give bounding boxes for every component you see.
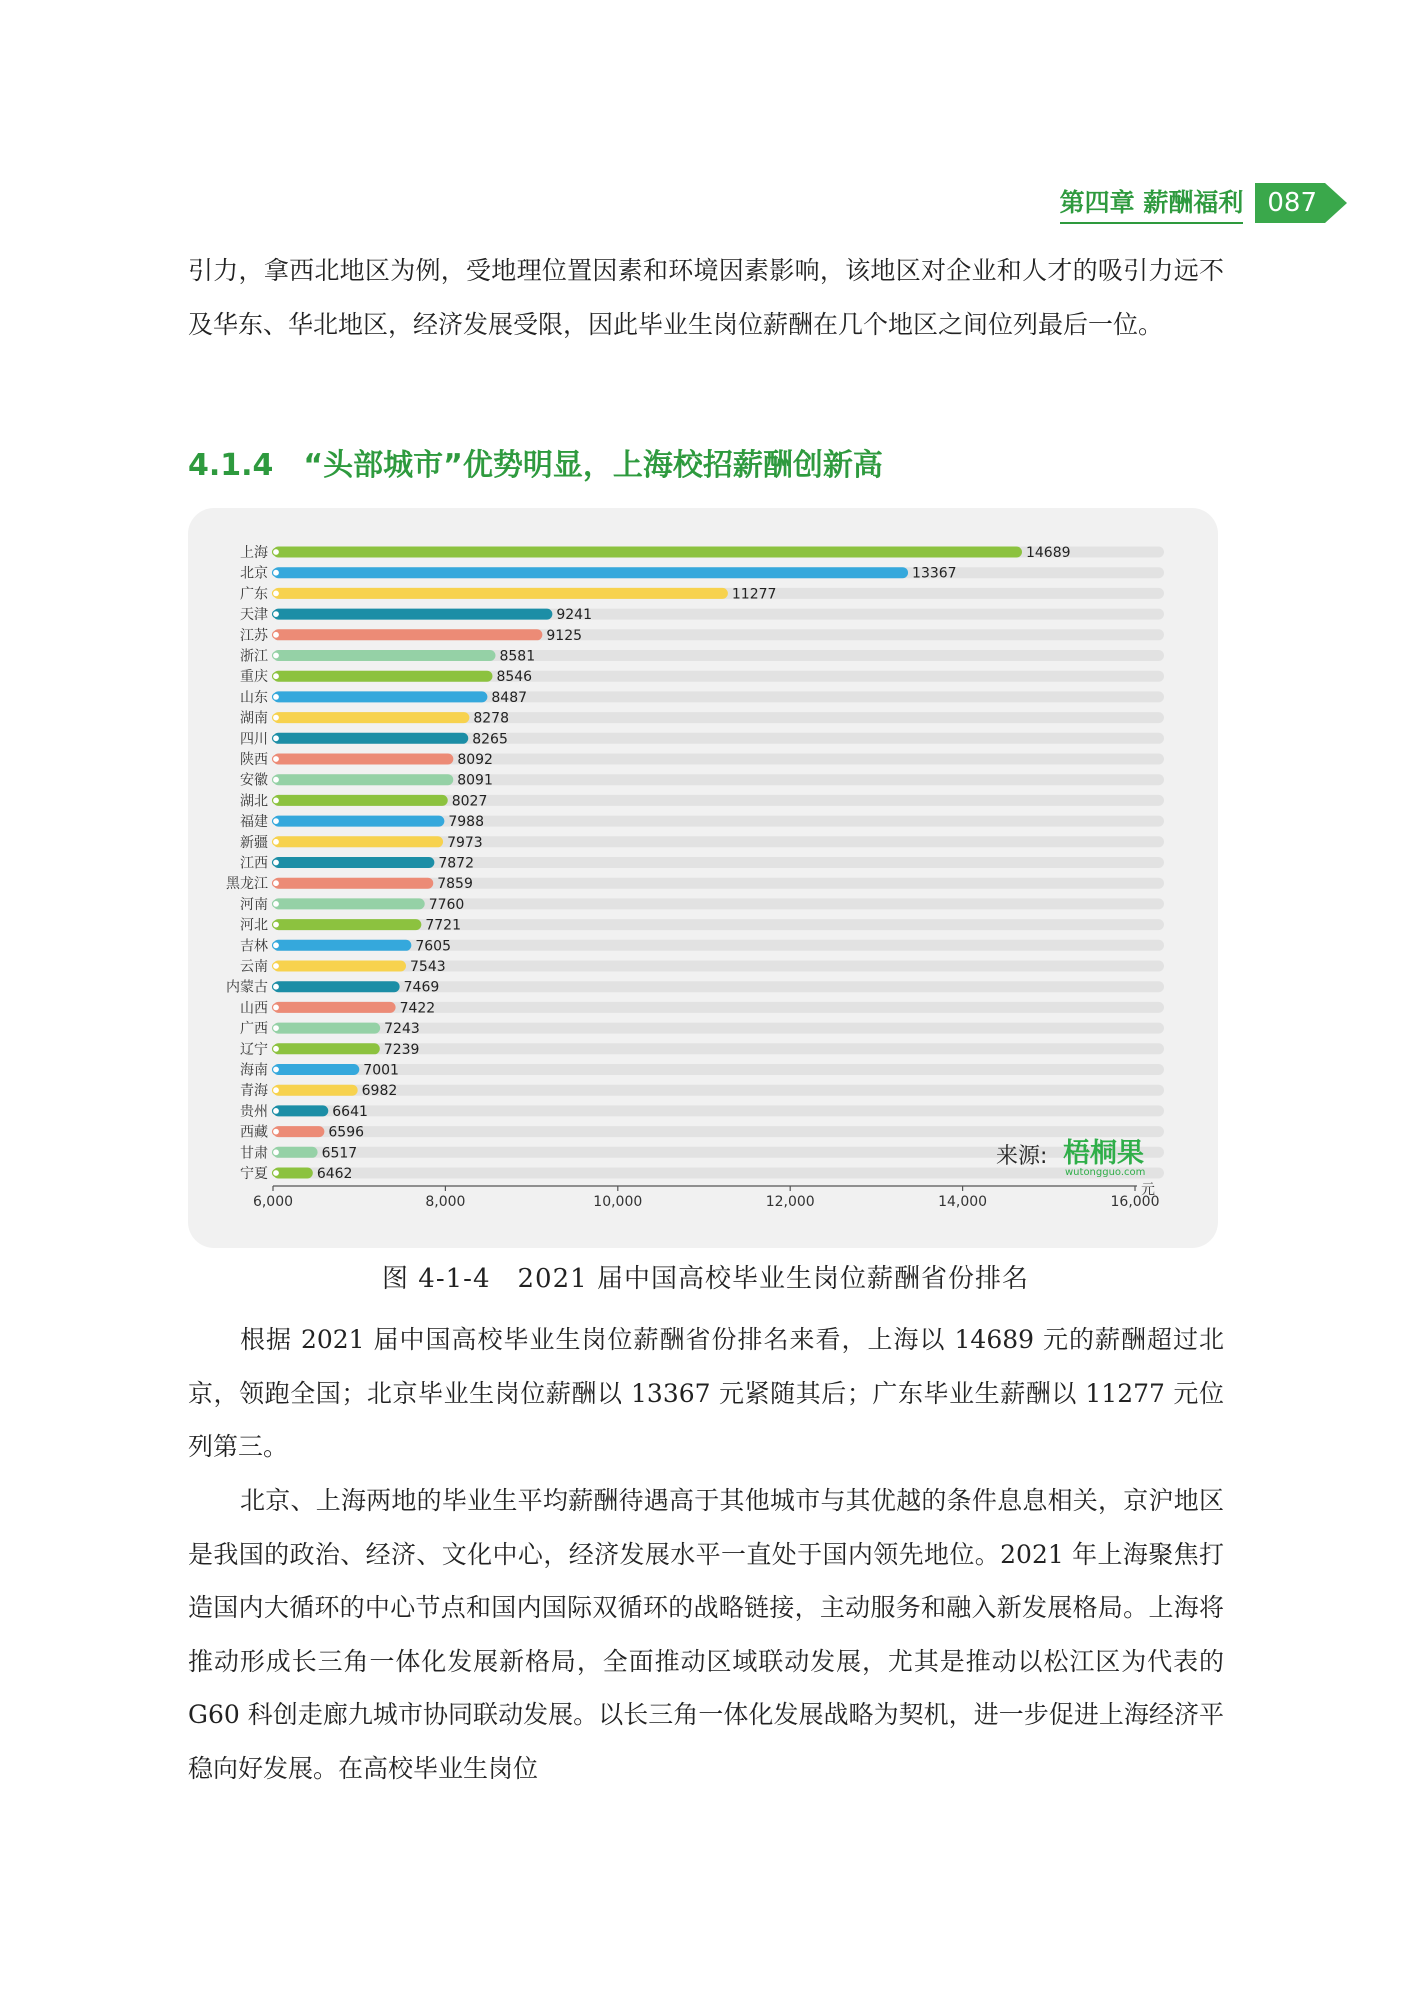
bar	[273, 1064, 359, 1075]
category-label: 福建	[240, 814, 268, 831]
x-tick-label: 12,000	[765, 1194, 815, 1210]
category-label: 吉林	[240, 938, 268, 955]
bar-start-dot	[273, 1004, 280, 1011]
category-label: 上海	[240, 545, 268, 561]
bar	[273, 981, 400, 992]
value-label: 7605	[415, 938, 451, 955]
x-tick-label: 6,000	[252, 1194, 294, 1210]
bar	[273, 816, 444, 827]
bar	[273, 857, 434, 868]
value-label: 8027	[451, 793, 488, 810]
value-label: 6517	[321, 1145, 358, 1162]
category-label: 山西	[240, 1000, 268, 1017]
salary-ranking-chart	[188, 508, 1218, 1248]
bar	[273, 898, 425, 909]
category-label: 陕西	[240, 752, 268, 768]
bar	[273, 1023, 380, 1034]
category-label: 江苏	[240, 627, 268, 644]
value-label: 7001	[363, 1062, 399, 1079]
value-label: 8091	[457, 772, 493, 789]
category-label: 河北	[240, 917, 268, 934]
bar-track	[273, 1085, 1164, 1096]
bar	[273, 1002, 396, 1013]
bar	[273, 774, 453, 785]
value-label: 8581	[499, 648, 536, 665]
bar	[273, 919, 421, 930]
category-label: 海南	[240, 1062, 268, 1079]
category-label: 宁夏	[240, 1166, 268, 1182]
value-label: 7973	[447, 834, 483, 851]
category-label: 山东	[240, 689, 268, 706]
category-label: 云南	[240, 959, 268, 975]
x-tick-label: 14,000	[938, 1194, 988, 1210]
bar-start-dot	[273, 693, 280, 700]
bar	[273, 836, 443, 847]
bar	[273, 1105, 328, 1116]
category-label: 内蒙古	[226, 979, 268, 996]
value-label: 13367	[912, 565, 957, 582]
bar-start-dot	[273, 756, 280, 763]
value-label: 9241	[556, 607, 593, 624]
category-label: 湖南	[240, 710, 268, 727]
bar	[273, 691, 487, 702]
bar-start-dot	[273, 983, 280, 990]
bar-track	[273, 961, 1164, 972]
bar	[273, 650, 495, 661]
bar	[273, 588, 728, 599]
x-unit-label: 元	[1141, 1182, 1155, 1198]
bar-start-dot	[273, 963, 280, 970]
category-label: 广东	[240, 586, 268, 603]
bar	[273, 795, 448, 806]
category-label: 湖北	[240, 793, 268, 810]
value-label: 14689	[1025, 545, 1071, 561]
x-tick-label: 10,000	[593, 1194, 643, 1210]
bar	[273, 547, 1022, 558]
bar-start-dot	[273, 1149, 280, 1156]
value-label: 8265	[472, 731, 508, 748]
category-label: 天津	[240, 607, 268, 624]
bar-track	[273, 1168, 1164, 1179]
bar	[273, 754, 453, 765]
x-tick-label: 16,000	[1110, 1194, 1160, 1210]
bar-start-dot	[273, 900, 280, 907]
bar-start-dot	[273, 1025, 280, 1032]
bar-start-dot	[273, 1087, 280, 1094]
body-paragraph-2: 北京、上海两地的毕业生平均薪酬待遇高于其他城市与其优越的条件息息相关，京沪地区是我国的政治、经济、文化中心，经济发展水平一直处于国内领先地位。2021 年上海聚焦打造国内大循环的中心节点和国内国际双循环的战略链接，主动服务和融入新发展格局。上海将推动形成长三角一体化发展新格局，全面推动区域联动发展，尤其是推动以松江区为代表的 G60 科创走廊九城市协同联动发展。以长三角一体化发展战略为契机，进一步促进上海经济平稳向好发展。在高校毕业生岗位	[188, 1486, 1224, 1783]
page-header	[1060, 183, 1325, 223]
bar-start-dot	[273, 1107, 280, 1114]
bar-start-dot	[273, 921, 280, 928]
bar-start-dot	[273, 569, 280, 576]
category-label: 黑龙江	[226, 876, 268, 893]
body-paragraph-1: 根据 2021 届中国高校毕业生岗位薪酬省份排名来看，上海以 14689 元的薪酬超过北京，领跑全国；北京毕业生岗位薪酬以 13367 元紧随其后；广东毕业生薪酬以 11277 元位列第三。	[188, 1325, 1224, 1461]
bar	[273, 961, 406, 972]
bar-start-dot	[273, 714, 280, 721]
category-label: 河南	[240, 896, 268, 913]
chapter-title: 第四章 薪酬福利	[1060, 183, 1244, 224]
bar-start-dot	[273, 776, 280, 783]
bar-start-dot	[273, 735, 280, 742]
category-label: 西藏	[240, 1124, 268, 1141]
value-label: 6462	[316, 1166, 353, 1182]
value-label: 7243	[384, 1021, 420, 1038]
bar	[273, 671, 492, 682]
bar	[273, 712, 469, 723]
category-label: 贵州	[240, 1103, 268, 1120]
value-label: 6982	[361, 1083, 398, 1100]
bar-start-dot	[273, 673, 280, 680]
bar	[273, 609, 552, 620]
category-label: 四川	[240, 731, 268, 748]
category-label: 浙江	[240, 648, 268, 665]
intro-paragraph: 引力，拿西北地区为例，受地理位置因素和环境因素影响，该地区对企业和人才的吸引力远不及华东、华北地区，经济发展受限，因此毕业生岗位薪酬在几个地区之间位列最后一位。	[188, 256, 1224, 339]
figure-caption: 图 4-1-4 2021 届中国高校毕业生岗位薪酬省份排名	[382, 1264, 1029, 1294]
value-label: 7760	[428, 896, 465, 913]
source-prefix: 来源:	[996, 1144, 1048, 1169]
value-label: 7721	[425, 917, 461, 934]
value-label: 8546	[496, 669, 533, 686]
category-label: 重庆	[240, 669, 268, 686]
category-label: 甘肃	[240, 1145, 268, 1162]
bar	[273, 629, 542, 640]
bar-start-dot	[273, 631, 280, 638]
value-label: 7469	[403, 979, 440, 996]
bar-track	[273, 1064, 1164, 1075]
bar	[273, 940, 411, 951]
bar-start-dot	[273, 797, 280, 804]
chart-svg	[188, 508, 1218, 1248]
value-label: 7859	[437, 876, 473, 893]
category-label: 青海	[240, 1083, 268, 1100]
bar	[273, 878, 433, 889]
bar-start-dot	[273, 838, 280, 845]
bar-start-dot	[273, 818, 280, 825]
value-label: 8092	[457, 752, 493, 768]
bar-track	[273, 1126, 1164, 1137]
bar-start-dot	[273, 1066, 280, 1073]
category-label: 北京	[240, 565, 268, 582]
bar-start-dot	[273, 549, 280, 556]
bar-start-dot	[273, 1170, 280, 1177]
source-logo-url: wutongguo.com	[1065, 1167, 1146, 1178]
value-label: 7422	[399, 1000, 436, 1017]
category-label: 广西	[240, 1021, 268, 1038]
value-label: 6641	[332, 1103, 368, 1120]
section-title: 4.1.4 “头部城市”优势明显，上海校招薪酬创新高	[188, 448, 883, 483]
bar-start-dot	[273, 1128, 280, 1135]
bar-start-dot	[273, 611, 280, 618]
bar	[273, 567, 908, 578]
bar	[273, 1126, 324, 1137]
bar-start-dot	[273, 859, 280, 866]
category-label: 辽宁	[240, 1041, 268, 1058]
category-label: 江西	[240, 855, 268, 872]
value-label: 11277	[731, 586, 777, 603]
bar-track	[273, 1105, 1164, 1116]
value-label: 7239	[383, 1041, 420, 1058]
category-label: 新疆	[240, 834, 268, 851]
bar	[273, 733, 468, 744]
value-label: 9125	[546, 627, 583, 644]
bar-start-dot	[273, 880, 280, 887]
bar-start-dot	[273, 1045, 280, 1052]
bar-start-dot	[273, 590, 280, 597]
value-label: 7988	[448, 814, 485, 831]
x-tick-label: 8,000	[425, 1194, 466, 1210]
bar	[273, 1085, 358, 1096]
value-label: 7543	[410, 959, 446, 975]
value-label: 8278	[473, 710, 510, 727]
source-logo-text: 梧桐果	[1063, 1138, 1144, 1169]
bar	[273, 1043, 380, 1054]
value-label: 8487	[491, 689, 528, 706]
page-number: 087	[1255, 183, 1325, 223]
category-label: 安徽	[240, 772, 268, 789]
value-label: 6596	[328, 1124, 365, 1141]
bar-start-dot	[273, 942, 280, 949]
value-label: 7872	[438, 855, 475, 872]
bar-start-dot	[273, 652, 280, 659]
